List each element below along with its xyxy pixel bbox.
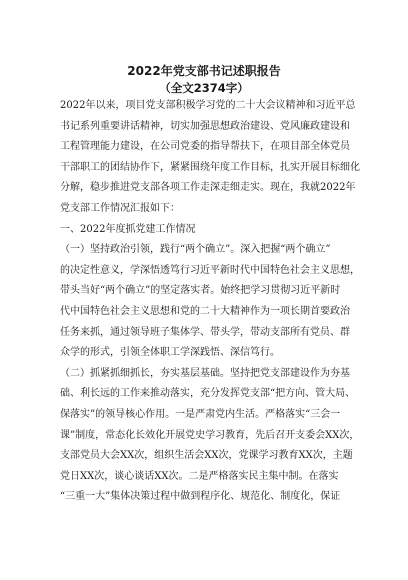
text-line: 支部党员大会XX次，组织生活会XX次，党课学习教育XX次，主题 [60,450,353,462]
text-line: 础、利长远的工作来推动落实，充分发挥党支部“把方向、管大局、 [60,388,356,400]
document-body [60,96,360,508]
text-line: 党支部工作情况汇报如下： [60,202,180,214]
document-subtitle: （全文2374字） [159,81,249,95]
text-line: “三重一大”集体决策过程中做到程序化、规范化、制度化，保证 [60,491,341,503]
text-line: （一）坚持政治引领，践行“两个确立”。深入把握“两个确立” [60,244,331,256]
text-line: 带头当好“两个确立”的坚定落实者。始终把学习贯彻习近平新时 [60,285,341,297]
text-line: 2022年以来，项目党支部积极学习党的二十大会议精神和习近平总 [60,100,356,111]
text-line: （二）抓紧抓细抓长，夯实基层基础。坚持把党支部建设作为夯基 [60,367,350,379]
text-line: 一、2022年度抓党建工作情况 [60,223,196,235]
text-line: 众学的形式，引领全体职工学深践悟、深信笃行。 [60,347,280,359]
text-line: 党日XX次，谈心谈话XX次。二是严格落实民主集中制。在落实 [60,470,339,482]
text-line: 的决定性意义，学深悟透笃行习近平新时代中国特色社会主义思想， [60,264,360,276]
text-line: 工程管理能力建设，在公司党委的指导帮扶下，在项目部全体党员 [60,141,350,153]
text-line: 任务来抓，通过领导班子集体学、带头学，带动支部所有党员、群 [60,326,350,338]
text-line: 书记系列重要讲话精神，切实加强思想政治建设、党风廉政建设和 [60,120,350,132]
text-line: 代中国特色社会主义思想和党的二十大精神作为一项长期首要政治 [60,305,350,317]
text-line: 课”制度，常态化长效化开展党史学习教育，先后召开支委会XX次， [60,429,360,441]
text-line: 分解，稳步推进党支部各项工作走深走细走实。现在，我就2022年 [60,182,356,194]
text-line: 干部职工的团结协作下，紧紧围绕年度工作目标，扎实开展目标细化 [60,161,360,173]
text-line: 保落实”的领导核心作用。一是严肃党内生活。严格落实“三会一 [60,408,341,420]
document-title: 2022年党支部书记述职报告 [127,64,281,78]
